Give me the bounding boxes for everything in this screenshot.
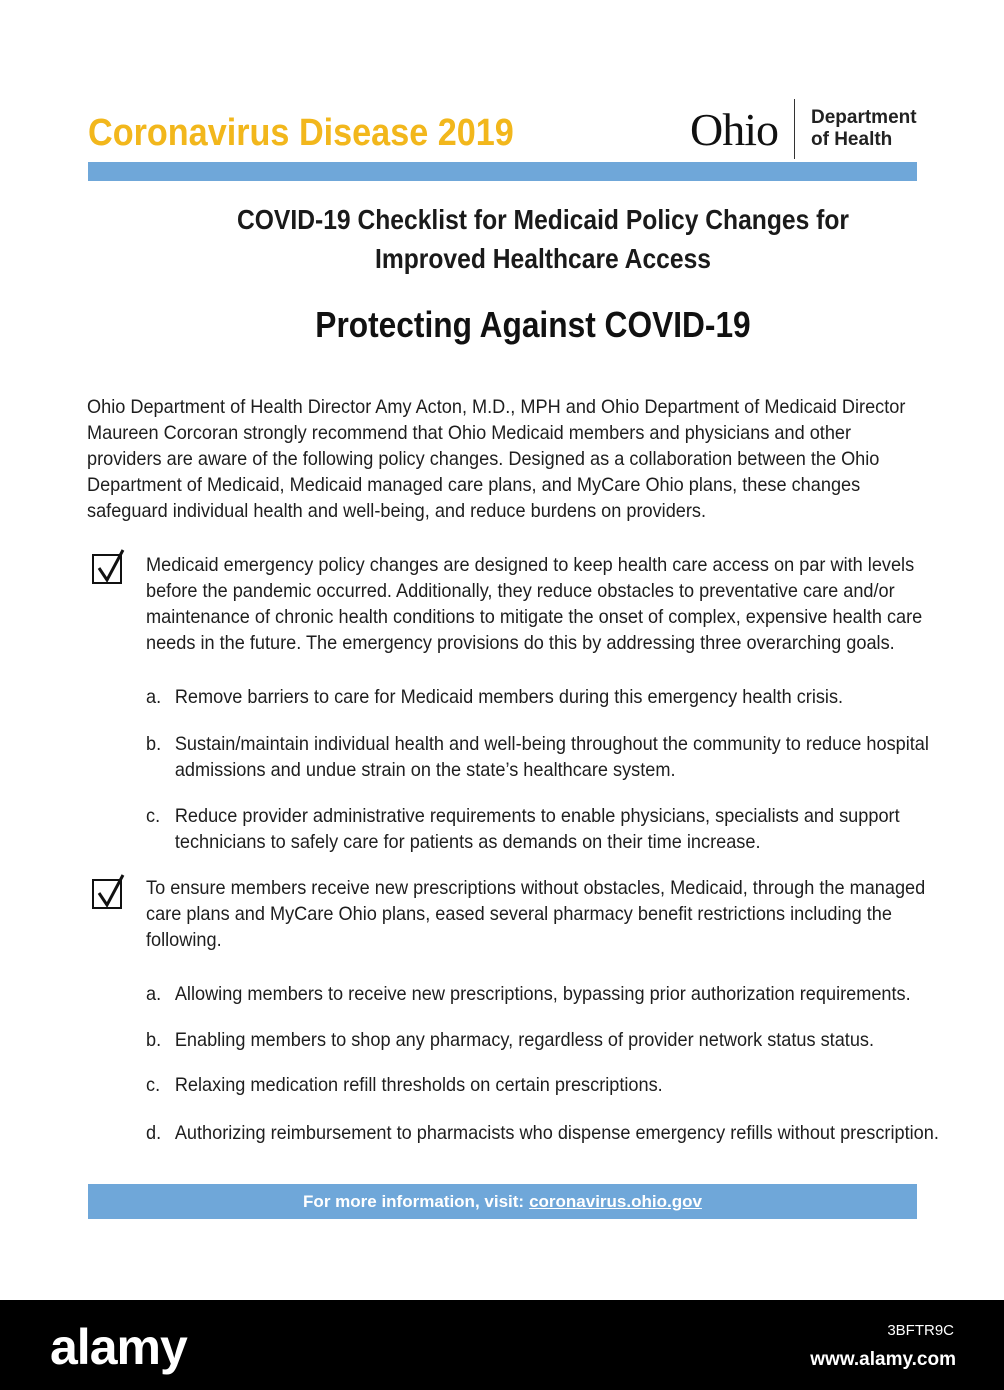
- alamy-logo: alamy: [50, 1319, 187, 1375]
- checkbox-checked-icon: [92, 554, 122, 584]
- list-item-text: Enabling members to shop any pharmacy, regardless of provider network status status.: [174, 1029, 875, 1051]
- footer-info-prefix: For more information, visit:: [303, 1191, 525, 1211]
- document-header-title: Coronavirus Disease 2019: [88, 112, 514, 154]
- list-item: [146, 981, 964, 1007]
- intro-paragraph: Ohio Department of Health Director Amy Acton, M.D., MPH and Ohio Department of Medicaid Director Maureen Corcoran strongly recommend that Ohio Medicaid members and physicians and other providers are aware of the following policy changes. Designed as a collaboration between the Ohio Department of Medicaid, Medicaid managed care plans, and MyCare Ohio plans, these changes safeguard individual health and well-being, and reduce burdens on providers.: [87, 396, 906, 522]
- alamy-url: www.alamy.com: [810, 1349, 956, 1370]
- list-item-letter: a.: [146, 686, 162, 708]
- logo-ohio-wordmark: Ohio: [690, 103, 778, 155]
- list-item: [146, 1072, 964, 1098]
- ohio-department-of-health-logo: [690, 98, 917, 160]
- list-item-letter: d.: [146, 1122, 162, 1144]
- list-item: [146, 1120, 964, 1146]
- list-item-text: Reduce provider administrative requirements to enable physicians, specialists and support technicians to safely care for patients as demands on their time increase.: [174, 805, 900, 853]
- footer-info-bar: [88, 1184, 917, 1219]
- section-2-paragraph: To ensure members receive new prescriptions without obstacles, Medicaid, through the managed care plans and MyCare Ohio plans, eased several pharmacy benefit restrictions including the following.: [146, 877, 926, 951]
- list-item: [146, 684, 964, 710]
- footer-website-link[interactable]: coronavirus.ohio.gov: [529, 1191, 702, 1211]
- list-item: [146, 803, 964, 855]
- checkmark-icon: [93, 871, 129, 911]
- checkbox-checked-icon: [92, 879, 122, 909]
- header-divider-bar: [88, 162, 917, 181]
- list-item: [146, 731, 964, 783]
- list-item-letter: c.: [146, 805, 161, 827]
- document-subtitle: [143, 200, 944, 278]
- logo-department-text: [811, 107, 917, 151]
- page-heading: Protecting Against COVID-19: [315, 304, 751, 345]
- subtitle-line-1: COVID-19 Checklist for Medicaid Policy Changes for: [236, 204, 850, 235]
- logo-divider: [794, 99, 795, 159]
- list-item-text: Allowing members to receive new prescriptions, bypassing prior authorization requirements.: [174, 983, 911, 1005]
- list-item-text: Authorizing reimbursement to pharmacists who dispense emergency refills without prescription.: [174, 1122, 939, 1144]
- list-item: [146, 1027, 964, 1053]
- list-item-letter: b.: [146, 1029, 162, 1051]
- list-item-text: Sustain/maintain individual health and well-being throughout the community to reduce hospital admissions and undue strain on the state’s healthcare system.: [174, 733, 929, 781]
- subtitle-line-2: Improved Healthcare Access: [374, 243, 711, 274]
- list-item-letter: c.: [146, 1074, 161, 1096]
- list-item-text: Remove barriers to care for Medicaid members during this emergency health crisis.: [174, 686, 844, 708]
- list-item-letter: b.: [146, 733, 162, 755]
- logo-dept-line2: of Health: [811, 129, 893, 150]
- checkmark-icon: [93, 546, 129, 586]
- section-1-paragraph: Medicaid emergency policy changes are designed to keep health care access on par with levels before the pandemic occurred. Additionally, they reduce obstacles to preventative care and/or maintenance of chronic health conditions to mitigate the onset of complex, expensive health care needs in the future. The emergency provisions do this by addressing three overarching goals.: [146, 554, 923, 654]
- list-item-text: Relaxing medication refill thresholds on certain prescriptions.: [174, 1074, 663, 1096]
- alamy-image-id: 3BFTR9C: [887, 1322, 954, 1339]
- list-item-letter: a.: [146, 983, 162, 1005]
- logo-dept-line1: Department: [811, 107, 917, 128]
